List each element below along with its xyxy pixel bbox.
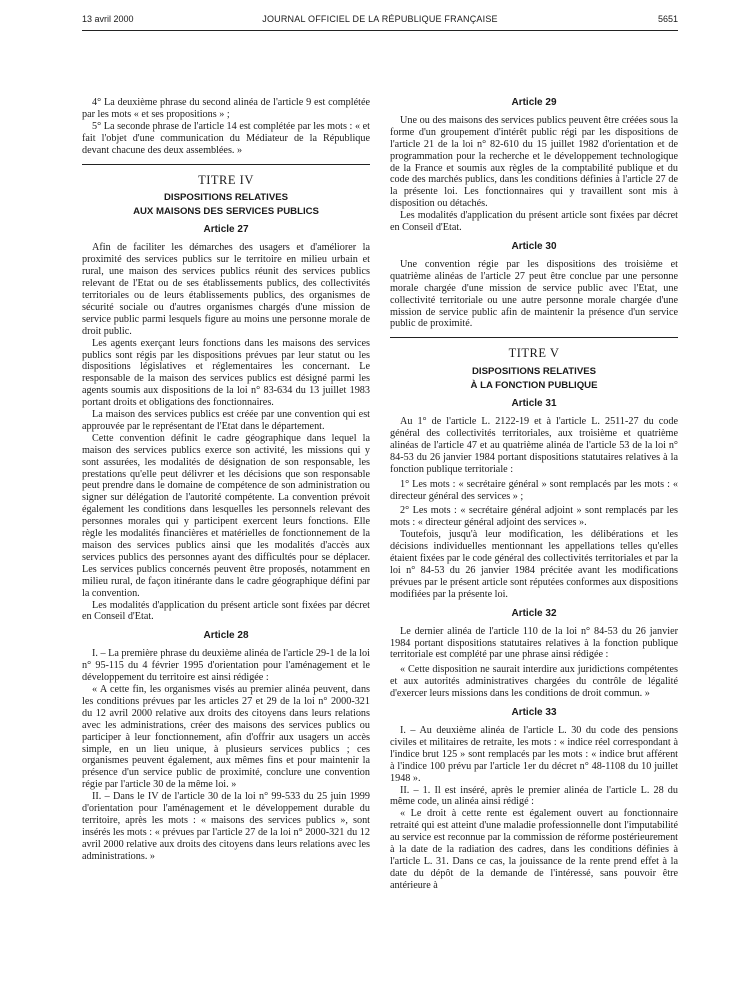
paragraph: Les modalités d'application du présent article sont fixées par décret en Conseil d'Etat. xyxy=(390,210,678,234)
titre-subheading: DISPOSITIONS RELATIVES xyxy=(163,192,289,204)
header-page-number: 5651 xyxy=(657,14,678,24)
left-column xyxy=(82,97,370,863)
article-heading: Article 28 xyxy=(203,630,249,642)
header-date: 13 avril 2000 xyxy=(82,14,134,24)
paragraph: 4° La deuxième phrase du second alinéa de l'article 9 est complétée par les mots « et ses propositions » ; xyxy=(82,97,370,120)
paragraph: « A cette fin, les organismes visés au premier alinéa peuvent, dans les conditions prévues par les articles 27 et 29 de la loi n° 2000-321 du 12 avril 2000 relative aux droits des citoyens dans leurs relations avec les administrations, créer des maisons des services publics ou participer à leur fonctionnement, afin d'offrir aux usagers un accès simple, en un lieu unique, à plusieurs services publics ; ces organismes peuvent également, aux mêmes fins et pour maintenir la présence d'un service public de proximité, conclure une convention régie par l'article 30 de la même loi. » xyxy=(82,683,370,791)
article-heading: Article 33 xyxy=(511,707,557,719)
titre-heading: TITRE IV xyxy=(198,172,254,187)
titre-subheading: DISPOSITIONS RELATIVES xyxy=(471,366,597,378)
article-heading: Article 30 xyxy=(511,240,557,252)
article-heading: Article 29 xyxy=(511,97,557,108)
paragraph: Une ou des maisons des services publics peuvent être créées sous la forme d'un groupement d'intérêt public régi par les dispositions de l'article 21 de la loi n° 82-610 du 15 juillet 1982 d'orientation et de programmation pour la recherche et le développement technologique de la France et soumis aux règles de la comptabilité publique et du code des marchés publics, dans les conditions définies à l'article 27 de la présente loi. Les fonctionnaires qui y travaillent sont mis à disposition ou détachés. xyxy=(390,114,678,210)
paragraph: II. – Dans le IV de l'article 30 de la loi n° 99-533 du 25 juin 1999 d'orientation pour l'aménagement et le développement durable du territoire, après les mots : « maisons des services publics », sont insérés les mots : « prévues par l'article 27 de la loi n° 2000-321 du 12 avril 2000 relative aux droits des citoyens dans leurs relations avec les administrations. » xyxy=(82,791,370,862)
article-heading: Article 27 xyxy=(203,224,249,236)
titre-subheading: À LA FONCTION PUBLIQUE xyxy=(470,379,598,391)
paragraph: Au 1° de l'article L. 2122-19 et à l'article L. 2511-27 du code général des collectivités territoriales, aux troisième et quatrième alinéas de l'article 47 et au quatrième alinéa de l'article 53 de la loi n° 84-53 du 26 janvier 1984 portant dispositions statutaires relatives à la fonction publique territoriale : xyxy=(390,416,678,475)
paragraph: II. – 1. Il est inséré, après le premier alinéa de l'article L. 28 du même code, un alinéa ainsi rédigé : xyxy=(390,784,678,808)
paragraph: Les modalités d'application du présent article sont fixées par décret en Conseil d'Etat. xyxy=(82,599,370,623)
paragraph: Le dernier alinéa de l'article 110 de la loi n° 84-53 du 26 janvier 1984 portant dispositions statutaires relatives à la fonction publique territoriale est complété par une phrase ainsi rédigée : xyxy=(390,625,678,661)
paragraph: « Cette disposition ne saurait interdire aux juridictions compétentes et aux autorités administratives chargées du contrôle de légalité d'exercer leurs missions dans les conditions de droit commun. » xyxy=(390,664,678,700)
page-header xyxy=(82,14,678,31)
paragraph: Les agents exerçant leurs fonctions dans les maisons des services publics sont régis par les dispositions prévues par leur statut ou les dispositions législatives et réglementaires les concernant. Le responsable de la maison des services publics est désigné parmi les agents soumis aux dispositions de la loi n° 83-634 du 13 juillet 1983 portant droits et obligations des fonctionnaires. xyxy=(82,337,370,409)
paragraph: Afin de faciliter les démarches des usagers et d'améliorer la proximité des services publics sur le territoire en milieu urbain et rural, une maison des services publics réunit des services publics relevant de l'Etat ou de ses établissements publics, des collectivités territoriales ou de leurs établissements publics, des organismes de sécurité sociale ou d'autres organismes chargés d'une mission de service public parmi lesquels figure au moins une personne morale de droit public. xyxy=(82,242,370,337)
paragraph: 5° La seconde phrase de l'article 14 est complétée par les mots : « et fait l'objet d'une communication du Médiateur de la République devant chacune des deux assemblées. » xyxy=(82,120,370,156)
paragraph: I. – La première phrase du deuxième alinéa de l'article 29-1 de la loi n° 95-115 du 4 février 1995 d'orientation pour l'aménagement et le développement du territoire est ainsi rédigée : xyxy=(82,648,370,684)
divider xyxy=(82,164,370,165)
paragraph: Toutefois, jusqu'à leur modification, les délibérations et les décisions individuelles mentionnant les appellations telles qu'elles étaient fixées par le code général des collectivités territoriales et par la loi n° 84-53 du 26 janvier 1984 précitée avant les modifications prévues par le présent article sont réputées conformes aux dispositions modifiées par la présente loi. xyxy=(390,529,678,600)
titre-subheading: AUX MAISONS DES SERVICES PUBLICS xyxy=(133,205,319,217)
paragraph: 2° Les mots : « secrétaire général adjoint » sont remplacés par les mots : « directeur général adjoint des services ». xyxy=(390,505,678,529)
paragraph: I. – Au deuxième alinéa de l'article L. 30 du code des pensions civiles et militaires de retraite, les mots : « indice réel correspondant à l'indice brut 125 » sont remplacés par les mots : « indice brut afférent à l'indice 100 prévu par l'article 1er du décret n° 48-1108 du 10 juillet 1948 ». xyxy=(390,724,678,784)
paragraph: Une convention régie par les dispositions des troisième et quatrième alinéas de l'article 27 peut être conclue par une personne morale chargée d'une mission de service public avec l'Etat, une collectivité territoriale ou une autre personne morale chargée d'une mission de service public afin de maintenir la présence d'un service public de proximité. xyxy=(390,258,678,330)
titre-heading: TITRE V xyxy=(508,346,560,361)
paragraph: « Le droit à cette rente est également ouvert au fonctionnaire retraité qui est atteint d'une maladie professionnelle dont l'imputabilité au service est reconnue par la commission de réforme postérieurement à la date de la radiation des cadres, dans les conditions définies à l'article L. 31. Dans ce cas, la jouissance de la rente prend effet à la date du dépôt de la demande de l'intéressé, sans pouvoir être antérieure à xyxy=(390,808,678,891)
divider xyxy=(390,337,678,338)
header-journal-title: JOURNAL OFFICIEL DE LA RÉPUBLIQUE FRANÇAISE xyxy=(262,14,498,24)
right-column xyxy=(390,97,678,892)
paragraph: Cette convention définit le cadre géographique dans lequel la maison des services publics exerce son activité, les missions qui y sont assurées, les modalités de désignation de son responsable, les prestations qu'elle peut délivrer et les décisions que son responsable peut prendre dans le domaine de compétence de son administration ou signer sur délégation de l'autorité compétente. La convention prévoit également les conditions dans lesquelles les personnels relevant des personnes morales qui y participent exercent leurs fonctions. Elle règle les modalités financières et matérielles de fonctionnement de la maison des services publics ainsi que les modalités d'accès aux services publics des personnes ayant des difficultés pour se déplacer. Les services publics concernés peuvent être proposés, notamment en milieu rural, de façon itinérante dans le cadre géographique défini par la convention. xyxy=(82,432,370,599)
article-heading: Article 31 xyxy=(511,398,557,410)
article-heading: Article 32 xyxy=(511,607,557,619)
paragraph: 1° Les mots : « secrétaire général » sont remplacés par les mots : « directeur général des services » ; xyxy=(390,478,678,502)
paragraph: La maison des services publics est créée par une convention qui est approuvée par le représentant de l'Etat dans le département. xyxy=(82,409,370,432)
